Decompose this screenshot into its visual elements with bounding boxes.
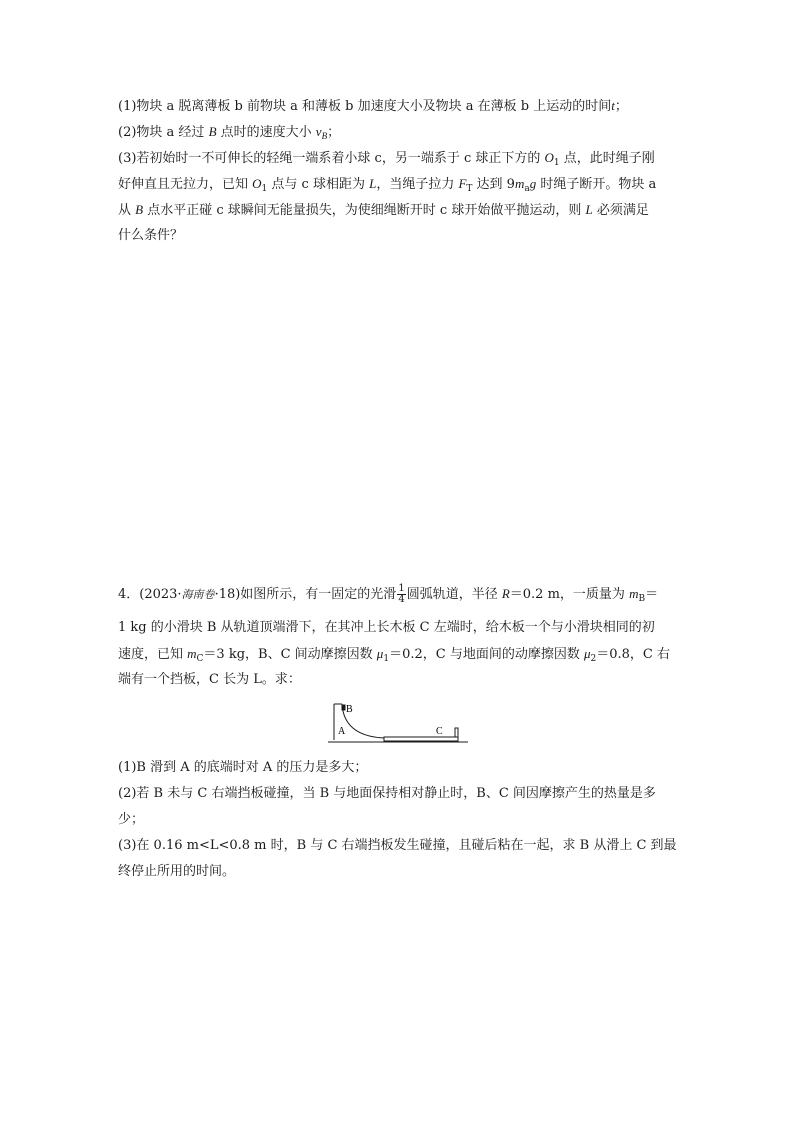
text: ＝3 kg，B、C 间动摩擦因数 <box>203 647 377 662</box>
var-m: m <box>629 586 639 601</box>
label-a: A <box>338 726 346 737</box>
sub-B: B <box>321 131 328 141</box>
var-O: O <box>544 150 554 165</box>
text: ·18)如图所示，有一固定的光滑 <box>214 587 397 602</box>
sub-1: 1 <box>553 158 560 168</box>
q4-line2: 1 kg 的小滑块 B 从轨道顶端滑下，在其冲上长木板 C 左端时，给木板一个与小滑块相同的初 <box>118 620 655 635</box>
q4-line4: 端有一个挡板，C 长为 L。求： <box>118 672 301 687</box>
sub-B: B <box>638 594 646 604</box>
text: 点与 c 球相距为 <box>267 177 370 192</box>
punct: ； <box>327 125 341 140</box>
q4-sub2-line1: (2)若 B 未与 C 右端挡板碰撞，当 B 与地面保持相对静止时，B、C 间因摩擦产生的热量是多 <box>118 786 656 801</box>
text: 点水平正碰 c 球瞬间无能量损失，为使细绳断开时 c 球开始做平抛运动，则 <box>143 203 586 218</box>
baffle <box>455 728 458 737</box>
board-c <box>384 737 458 741</box>
track-board-figure <box>324 700 474 748</box>
q4-sub1: (1)B 滑到 A 的底端时对 A 的压力是多大； <box>118 760 368 775</box>
question-number: 4．(2023· <box>118 587 182 602</box>
text: 速度，已知 <box>118 647 188 662</box>
sub-T: T <box>466 184 473 194</box>
label-b: B <box>346 704 353 715</box>
block-b <box>342 705 345 710</box>
text: 达到 9 <box>472 177 515 192</box>
sub-2: 2 <box>590 654 597 664</box>
q4-sub3-line2: 终停止所用的时间。 <box>118 864 236 879</box>
sub-C: C <box>196 654 204 664</box>
var-R: R <box>501 586 510 601</box>
text: ＝0.2，C 与地面间的动摩擦因数 <box>389 647 584 662</box>
fraction-quarter <box>397 584 405 605</box>
text: ＝0.2 m，一质量为 <box>509 587 630 602</box>
text: ＝ <box>645 587 659 602</box>
source-tag: 海南卷 <box>181 589 215 601</box>
var-mu: μ <box>376 646 384 661</box>
var-F: F <box>458 176 467 191</box>
sub-1: 1 <box>261 184 268 194</box>
text: 点，此时绳子刚 <box>559 151 655 166</box>
q3-part3-line4: 什么条件？ <box>118 228 184 243</box>
q4-sub2-line2: 少； <box>118 812 145 827</box>
var-O: O <box>252 176 262 191</box>
q3-part2 <box>118 123 340 142</box>
q3-part1-text: (1)物块 a 脱离薄板 b 前物块 a 和薄板 b 加速度大小及物块 a 在薄板 b 上运动的时间 <box>118 99 612 114</box>
sub-1: 1 <box>383 654 390 664</box>
q4-sub3-line1: (3)在 0.16 m<L<0.8 m 时，B 与 C 右端挡板发生碰撞，且碰后粘在一起，求 B 从滑上 C 到最 <box>118 838 677 853</box>
text: (3)若初始时一不可伸长的轻绳一端系着小球 c，另一端系于 c 球正下方的 <box>118 151 545 166</box>
var-v: v <box>315 124 322 139</box>
text: 圆弧轨道，半径 <box>406 587 502 602</box>
sub-a: a <box>524 184 530 194</box>
q3-part1 <box>118 97 628 116</box>
text: 时绳子断开。物块 a <box>536 177 657 192</box>
var-L: L <box>585 202 593 217</box>
q3-part3-line1 <box>118 149 655 168</box>
var-m: m <box>514 176 525 191</box>
var-t: t <box>611 98 615 113</box>
text: ＝0.8，C 右 <box>596 647 670 662</box>
q4-line3 <box>118 645 670 664</box>
label-c: C <box>436 726 443 737</box>
var-g: g <box>529 176 537 191</box>
var-L: L <box>369 176 377 191</box>
var-m: m <box>187 646 197 661</box>
var-B: B <box>135 202 144 217</box>
var-mu: μ <box>583 646 591 661</box>
text: ，当绳子拉力 <box>376 177 459 192</box>
frac-numerator: 1 <box>398 583 405 594</box>
q3-part3-line3 <box>118 201 649 220</box>
frac-denominator: 4 <box>398 594 405 605</box>
punct: ； <box>614 99 628 114</box>
q3-part3-line2 <box>118 175 656 194</box>
text: 好伸直且无拉力，已知 <box>118 177 253 192</box>
var-B: B <box>208 124 217 139</box>
q3-part2-text2: 点时的速度大小 <box>216 125 316 140</box>
text: 从 <box>118 203 136 218</box>
q4-line1 <box>118 584 658 605</box>
text: 必须满足 <box>592 203 649 218</box>
q3-part2-text: (2)物块 a 经过 <box>118 125 209 140</box>
